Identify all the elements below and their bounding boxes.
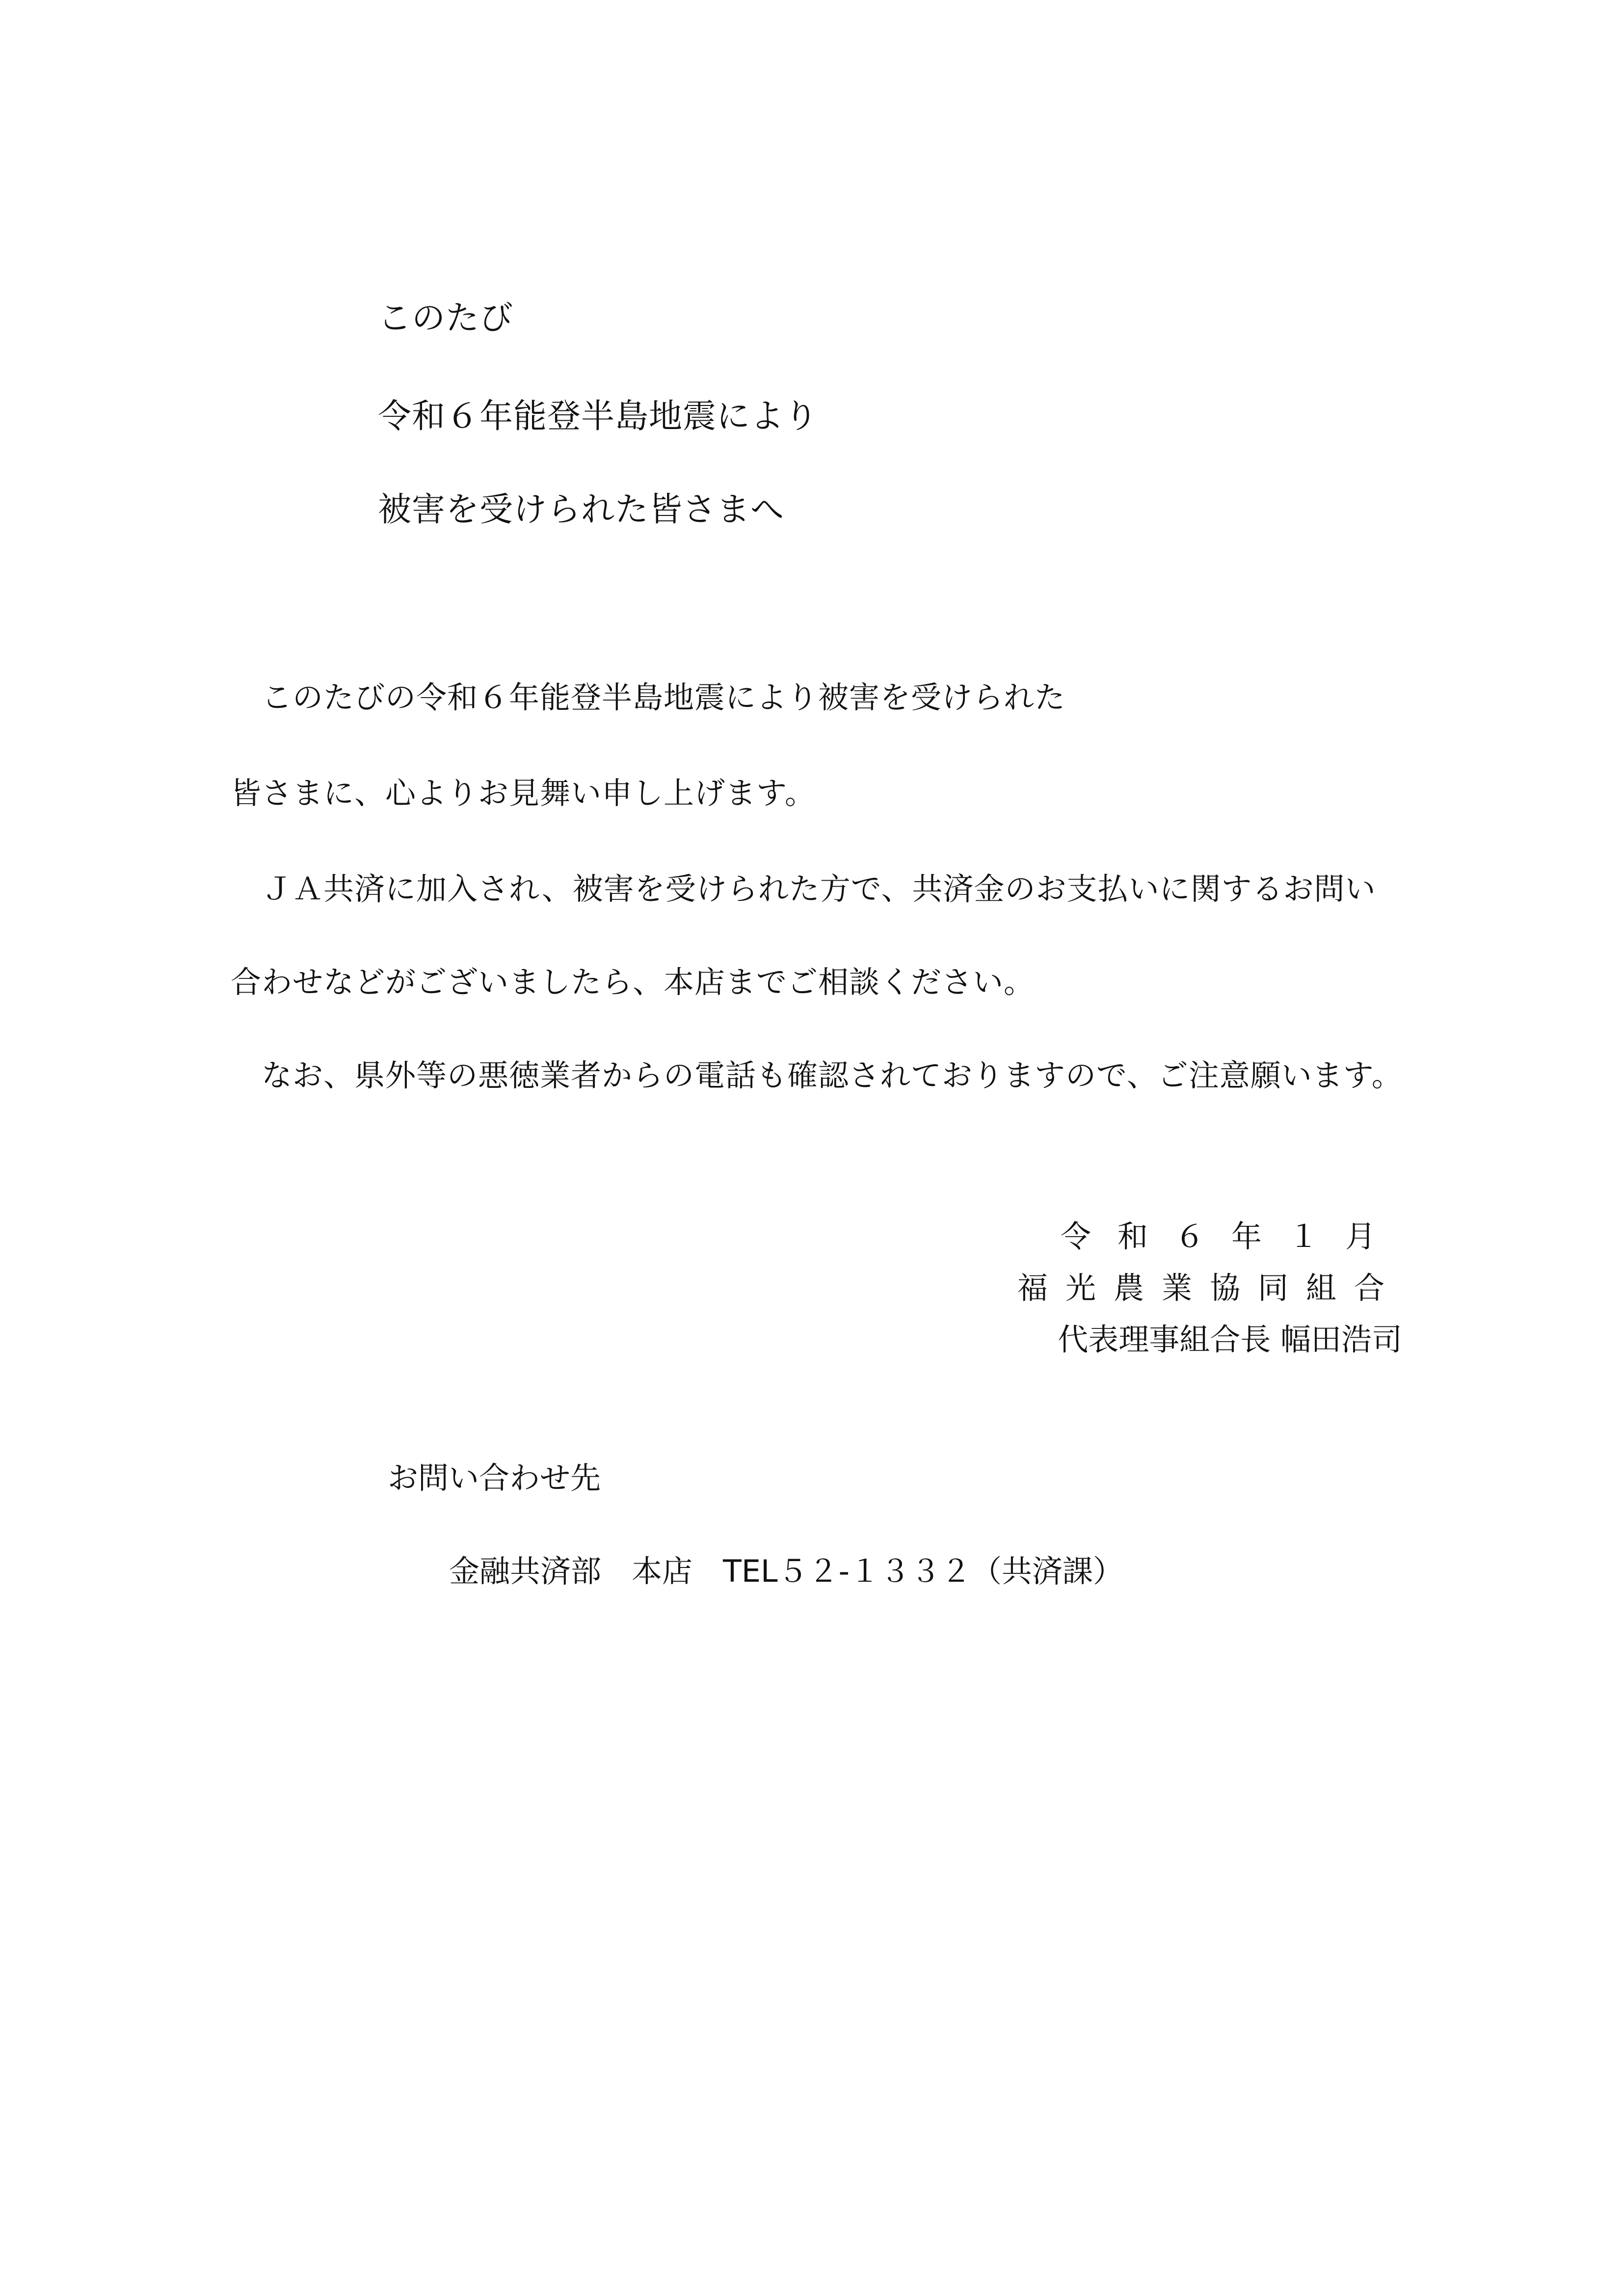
signature-organization: 福光農業協同組合 [1017, 1270, 1402, 1306]
contact-label: お問い合わせ先 [388, 1460, 601, 1496]
body-paragraph-2-line-2: 合わせなどがございましたら、本店までご相談ください。 [231, 964, 1035, 1000]
body-paragraph-1-line-2: 皆さまに、心よりお見舞い申し上げます。 [231, 775, 816, 811]
body-paragraph-3-line-1: なお、県外等の悪徳業者からの電話も確認されておりますので、ご注意願います。 [231, 1057, 1403, 1093]
body-paragraph-1-line-1: このたびの令和６年能登半島地震により被害を受けられた [231, 679, 1066, 715]
heading-line-3: 被害を受けられた皆さまへ [378, 490, 785, 529]
signature-date: 令和６年１月 [1060, 1218, 1402, 1254]
contact-details: 金融共済部 本店 TEL５２-１３３２（共済課） [449, 1553, 1123, 1589]
body-paragraph-2-line-1: ＪＡ共済に加入され、被害を受けられた方で、共済金のお支払いに関するお問い [231, 871, 1376, 907]
heading-line-2: 令和６年能登半島地震により [378, 397, 819, 436]
signature-representative: 代表理事組合長 幅田浩司 [1058, 1322, 1402, 1357]
heading-line-1: このたび [378, 299, 514, 338]
